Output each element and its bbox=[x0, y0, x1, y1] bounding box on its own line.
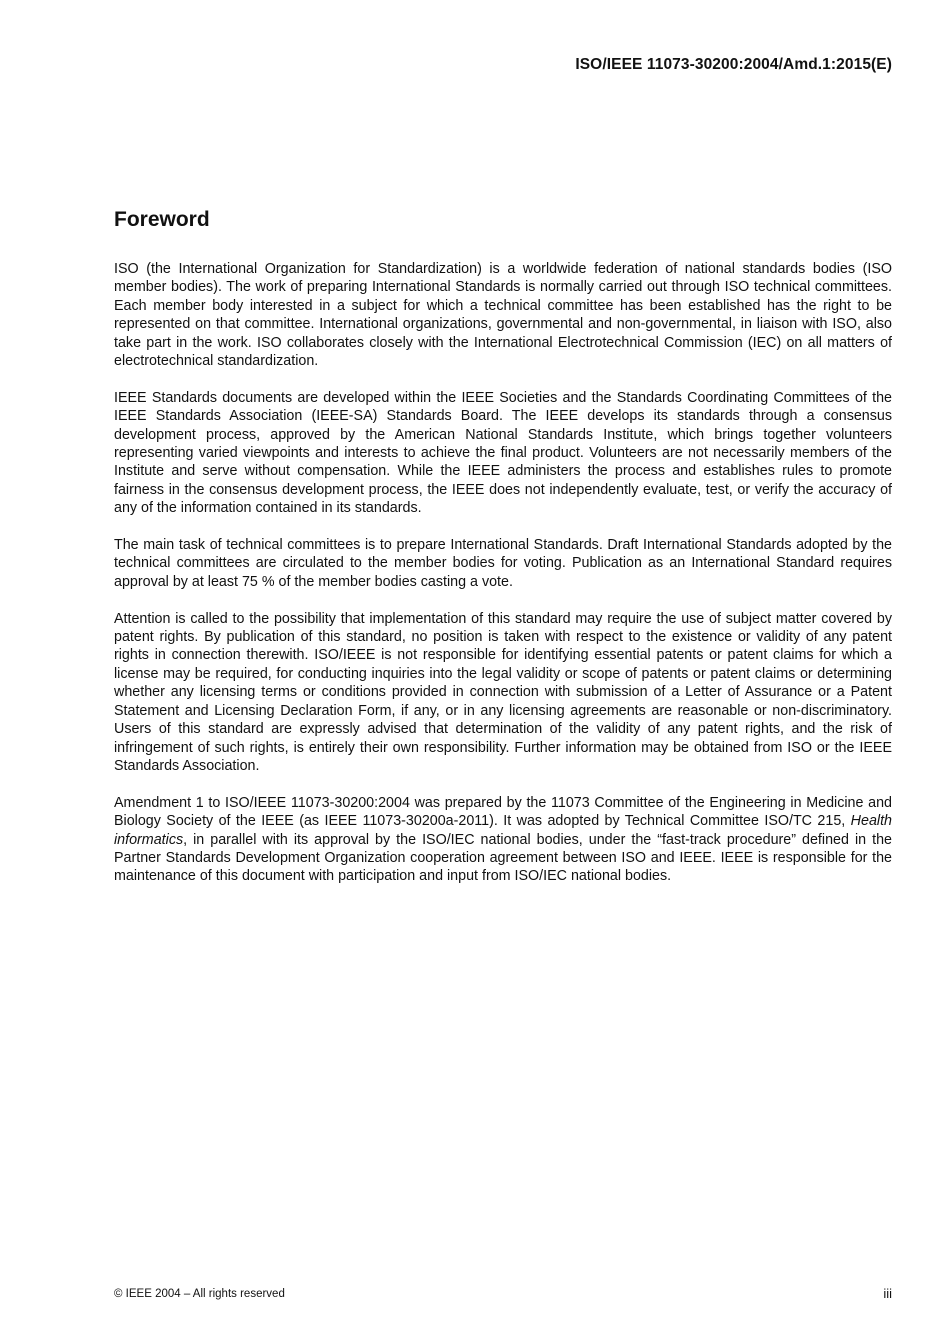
amendment-italic-term: Health informatics bbox=[114, 813, 892, 848]
amendment-text-end: , in parallel with its approval by the ISO/IEC national bodies, under the “fast-track procedure” defined in the Partner Standards Development Organization cooperation agreement between ISO and IEEE. IEEE is responsible for the maintenance of this document with participation and input from ISO/IEC national bodies. bbox=[114, 831, 892, 885]
page-number: iii bbox=[883, 1286, 892, 1301]
foreword-body bbox=[114, 260, 892, 886]
page-title: Foreword bbox=[114, 208, 210, 231]
paragraph-amendment bbox=[114, 794, 892, 886]
paragraph-technical-committees: The main task of technical committees is to prepare International Standards. Draft International Standards adopted by the technical committees are circulated to the member bodies for voting. Publication as an International Standard requires approval by at least 75 % of the member bodies casting a vote. bbox=[114, 537, 892, 590]
document-id-header: ISO/IEEE 11073-30200:2004/Amd.1:2015(E) bbox=[575, 56, 892, 73]
paragraph-iso-intro: ISO (the International Organization for Standardization) is a worldwide federation of national standards bodies (ISO member bodies). The work of preparing International Standards is normally carried out through ISO technical committees. Each member body interested in a subject for which a technical committee has been established has the right to be represented on that committee. International organizations, governmental and non-governmental, in liaison with ISO, also take part in the work. ISO collaborates closely with the International Electrotechnical Commission (IEC) on all matters of electrotechnical standardization. bbox=[114, 261, 892, 370]
paragraph-patent-rights: Attention is called to the possibility that implementation of this standard may require the use of subject matter covered by patent rights. By publication of this standard, no position is taken with respect to the existence or validity of any patent rights in connection therewith. ISO/IEEE is not responsible for identifying essential patents or patent claims for which a license may be required, for conducting inquiries into the legal validity or scope of patents or patent claims or determining whether any licensing terms or conditions provided in connection with submission of a Letter of Assurance or a Patent Statement and Licensing Declaration Form, if any, or in any licensing agreements are reasonable or non-discriminatory. Users of this standard are expressly advised that determination of the validity of any patent rights, and the risk of infringement of such rights, is entirely their own responsibility. Further information may be obtained from ISO or the IEEE Standards Association. bbox=[114, 610, 892, 774]
copyright-footer: © IEEE 2004 – All rights reserved bbox=[114, 1288, 285, 1300]
amendment-text-start: Amendment 1 to ISO/IEEE 11073-30200:2004 was prepared by the 11073 Committee of the Engineering in Medicine and Biology Society of the IEEE (as IEEE 11073-30200a-2011). It was adopted by Technical Committee ISO/TC 215, bbox=[114, 794, 892, 830]
paragraph-ieee-standards: IEEE Standards documents are developed within the IEEE Societies and the Standards Coordinating Committees of the IEEE Standards Association (IEEE-SA) Standards Board. The IEEE develops its standards through a consensus development process, approved by the American National Standards Institute, which brings together volunteers representing varied viewpoints and interests to achieve the final product. Volunteers are not necessarily members of the Institute and serve without compensation. While the IEEE administers the process and establishes rules to promote fairness in the consensus development process, the IEEE does not independently evaluate, test, or verify the accuracy of any of the information contained in its standards. bbox=[114, 389, 892, 517]
